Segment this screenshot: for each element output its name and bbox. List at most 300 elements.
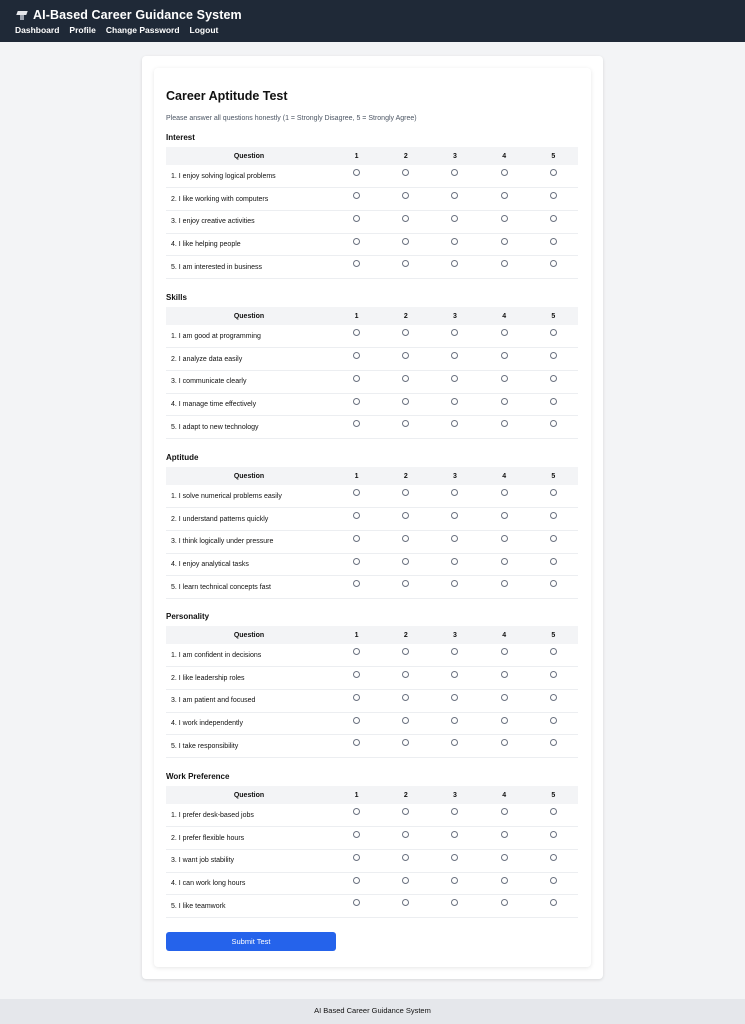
rating-radio-4[interactable] [501,739,508,746]
question-text: 4. I manage time effectively [166,393,332,416]
rating-radio-4[interactable] [501,580,508,587]
rating-cell [430,872,479,895]
rating-cell [430,256,479,279]
submit-test-button[interactable]: Submit Test [166,932,336,951]
rating-cell [480,393,529,416]
question-text: 1. I am good at programming [166,325,332,348]
footer-text: AI Based Career Guidance System [314,1006,431,1015]
rating-cell [381,416,430,439]
rating-cell [529,576,578,599]
rating-cell [480,210,529,233]
rating-radio-3[interactable] [451,854,458,861]
rating-radio-2[interactable] [402,717,409,724]
rating-radio-1[interactable] [353,558,360,565]
rating-radio-3[interactable] [451,512,458,519]
rating-radio-4[interactable] [501,877,508,884]
rating-cell [332,485,381,508]
rating-cell [529,416,578,439]
question-text: 1. I prefer desk-based jobs [166,804,332,827]
rating-cell [332,325,381,348]
rating-radio-5[interactable] [550,192,557,199]
question-text: 5. I like teamwork [166,895,332,918]
app-title: AI-Based Career Guidance System [33,8,242,22]
rating-radio-3[interactable] [451,375,458,382]
rating-radio-5[interactable] [550,352,557,359]
question-text: 3. I am patient and focused [166,689,332,712]
rating-radio-4[interactable] [501,831,508,838]
rating-cell [529,325,578,348]
rating-radio-3[interactable] [451,238,458,245]
question-row [166,712,578,735]
rating-radio-2[interactable] [402,558,409,565]
question-row [166,689,578,712]
rating-radio-4[interactable] [501,808,508,815]
rating-radio-3[interactable] [451,739,458,746]
rating-cell [480,644,529,667]
question-text: 3. I want job stability [166,849,332,872]
rating-radio-4[interactable] [501,717,508,724]
rating-radio-1[interactable] [353,739,360,746]
rating-radio-2[interactable] [402,215,409,222]
rating-cell [480,348,529,371]
rating-cell [480,325,529,348]
question-text: 3. I communicate clearly [166,370,332,393]
question-row [166,553,578,576]
rating-cell [480,416,529,439]
rating-radio-4[interactable] [501,352,508,359]
rating-radio-5[interactable] [550,329,557,336]
column-header-5: 5 [529,626,578,644]
rating-radio-2[interactable] [402,192,409,199]
rating-radio-1[interactable] [353,352,360,359]
rating-radio-5[interactable] [550,238,557,245]
rating-radio-1[interactable] [353,899,360,906]
rating-radio-5[interactable] [550,169,557,176]
rating-radio-3[interactable] [451,398,458,405]
rating-radio-4[interactable] [501,671,508,678]
column-header-question: Question [166,786,332,804]
top-navbar [0,0,745,42]
rating-cell [529,895,578,918]
nav-dashboard[interactable]: Dashboard [15,25,60,35]
rating-cell [430,530,479,553]
rating-cell [430,849,479,872]
rating-cell [332,827,381,850]
rating-radio-3[interactable] [451,169,458,176]
rating-cell [381,325,430,348]
question-row [166,735,578,758]
rating-radio-2[interactable] [402,671,409,678]
rating-cell [430,393,479,416]
question-row [166,895,578,918]
rating-radio-3[interactable] [451,648,458,655]
rating-cell [381,393,430,416]
rating-radio-4[interactable] [501,420,508,427]
rating-radio-1[interactable] [353,808,360,815]
rating-radio-2[interactable] [402,854,409,861]
nav-change-password[interactable]: Change Password [105,25,180,35]
rating-cell [529,485,578,508]
rating-cell [480,804,529,827]
rating-radio-1[interactable] [353,671,360,678]
rating-cell [480,712,529,735]
rating-radio-5[interactable] [550,558,557,565]
instructions-text: Please answer all questions honestly (1 = Strongly Disagree, 5 = Strongly Agree) [166,115,417,122]
rating-radio-2[interactable] [402,329,409,336]
rating-cell [430,508,479,531]
rating-radio-3[interactable] [451,808,458,815]
question-text: 4. I enjoy analytical tasks [166,553,332,576]
question-row [166,667,578,690]
rating-cell [529,348,578,371]
rating-cell [480,895,529,918]
column-header-3: 3 [430,626,479,644]
footer [0,999,745,1024]
section-aptitude [166,453,578,599]
rating-radio-2[interactable] [402,260,409,267]
rating-cell [381,804,430,827]
rating-cell [332,644,381,667]
questions-table [166,147,578,279]
rating-radio-4[interactable] [501,512,508,519]
rating-radio-1[interactable] [353,398,360,405]
rating-radio-1[interactable] [353,375,360,382]
column-header-2: 2 [381,147,430,165]
rating-cell [430,165,479,188]
rating-radio-5[interactable] [550,420,557,427]
rating-cell [480,370,529,393]
rating-cell [529,735,578,758]
rating-radio-3[interactable] [451,717,458,724]
question-text: 2. I like leadership roles [166,667,332,690]
rating-radio-3[interactable] [451,694,458,701]
rating-radio-2[interactable] [402,352,409,359]
rating-radio-2[interactable] [402,831,409,838]
question-row [166,508,578,531]
rating-radio-4[interactable] [501,854,508,861]
rating-radio-5[interactable] [550,694,557,701]
column-header-question: Question [166,147,332,165]
rating-radio-1[interactable] [353,535,360,542]
question-row [166,849,578,872]
rating-cell [480,188,529,211]
rating-radio-1[interactable] [353,192,360,199]
rating-cell [430,188,479,211]
rating-radio-5[interactable] [550,831,557,838]
rating-cell [430,804,479,827]
section-personality [166,612,578,758]
column-header-1: 1 [332,467,381,485]
rating-radio-4[interactable] [501,375,508,382]
rating-radio-4[interactable] [501,238,508,245]
rating-cell [332,348,381,371]
questions-table [166,307,578,439]
rating-radio-5[interactable] [550,717,557,724]
rating-radio-1[interactable] [353,831,360,838]
column-header-1: 1 [332,626,381,644]
rating-cell [480,485,529,508]
rating-radio-2[interactable] [402,694,409,701]
rating-radio-2[interactable] [402,580,409,587]
question-row [166,576,578,599]
rating-radio-2[interactable] [402,420,409,427]
rating-cell [529,804,578,827]
rating-cell [381,188,430,211]
rating-radio-5[interactable] [550,854,557,861]
rating-cell [480,233,529,256]
rating-radio-1[interactable] [353,717,360,724]
section-skills [166,293,578,439]
rating-cell [529,849,578,872]
rating-cell [332,895,381,918]
rating-radio-5[interactable] [550,580,557,587]
column-header-4: 4 [480,626,529,644]
column-header-3: 3 [430,786,479,804]
rating-radio-3[interactable] [451,192,458,199]
rating-radio-5[interactable] [550,375,557,382]
question-row [166,804,578,827]
nav-logout[interactable]: Logout [189,25,219,35]
rating-cell [332,849,381,872]
rating-cell [381,576,430,599]
rating-radio-4[interactable] [501,215,508,222]
rating-cell [480,553,529,576]
rating-radio-3[interactable] [451,352,458,359]
rating-cell [381,508,430,531]
rating-radio-3[interactable] [451,671,458,678]
rating-cell [332,508,381,531]
rating-cell [480,667,529,690]
questions-table [166,626,578,758]
rating-radio-4[interactable] [501,489,508,496]
rating-radio-5[interactable] [550,739,557,746]
rating-cell [529,233,578,256]
graduation-cap-icon [17,9,27,21]
rating-radio-5[interactable] [550,398,557,405]
rating-cell [480,530,529,553]
question-text: 1. I solve numerical problems easily [166,485,332,508]
rating-radio-4[interactable] [501,329,508,336]
rating-radio-2[interactable] [402,512,409,519]
rating-radio-2[interactable] [402,648,409,655]
rating-cell [332,233,381,256]
question-row [166,256,578,279]
rating-cell [480,735,529,758]
column-header-3: 3 [430,307,479,325]
rating-radio-2[interactable] [402,808,409,815]
rating-cell [430,553,479,576]
question-row [166,644,578,667]
rating-radio-1[interactable] [353,648,360,655]
question-row [166,233,578,256]
rating-cell [332,370,381,393]
rating-cell [529,827,578,850]
rating-radio-2[interactable] [402,238,409,245]
rating-radio-1[interactable] [353,215,360,222]
rating-radio-1[interactable] [353,260,360,267]
rating-cell [529,689,578,712]
rating-radio-1[interactable] [353,694,360,701]
rating-radio-4[interactable] [501,899,508,906]
rating-radio-3[interactable] [451,535,458,542]
rating-radio-3[interactable] [451,260,458,267]
rating-cell [332,804,381,827]
rating-cell [332,576,381,599]
rating-radio-1[interactable] [353,238,360,245]
rating-radio-2[interactable] [402,169,409,176]
rating-cell [430,576,479,599]
rating-cell [480,165,529,188]
question-row [166,188,578,211]
rating-cell [480,508,529,531]
rating-radio-3[interactable] [451,580,458,587]
rating-radio-3[interactable] [451,215,458,222]
column-header-2: 2 [381,786,430,804]
rating-radio-3[interactable] [451,489,458,496]
rating-radio-3[interactable] [451,329,458,336]
rating-cell [430,827,479,850]
question-row [166,872,578,895]
section-interest [166,133,578,279]
rating-radio-2[interactable] [402,398,409,405]
rating-radio-1[interactable] [353,420,360,427]
section-title: Work Preference [166,772,230,781]
rating-cell [529,712,578,735]
rating-cell [480,872,529,895]
rating-radio-4[interactable] [501,694,508,701]
rating-radio-4[interactable] [501,169,508,176]
page-title: Career Aptitude Test [166,89,288,103]
rating-radio-1[interactable] [353,329,360,336]
rating-radio-5[interactable] [550,877,557,884]
rating-radio-1[interactable] [353,512,360,519]
question-text: 1. I am confident in decisions [166,644,332,667]
rating-cell [332,416,381,439]
rating-radio-3[interactable] [451,420,458,427]
rating-radio-4[interactable] [501,398,508,405]
rating-radio-2[interactable] [402,899,409,906]
rating-cell [529,872,578,895]
rating-cell [381,256,430,279]
column-header-5: 5 [529,307,578,325]
column-header-1: 1 [332,307,381,325]
section-title: Personality [166,612,210,621]
rating-cell [480,827,529,850]
rating-cell [430,348,479,371]
question-row [166,485,578,508]
rating-cell [430,485,479,508]
questions-table [166,467,578,599]
rating-radio-2[interactable] [402,739,409,746]
rating-radio-1[interactable] [353,489,360,496]
rating-radio-4[interactable] [501,648,508,655]
rating-radio-2[interactable] [402,489,409,496]
nav-profile[interactable]: Profile [69,25,96,35]
rating-radio-1[interactable] [353,580,360,587]
rating-radio-5[interactable] [550,671,557,678]
rating-cell [430,644,479,667]
rating-radio-1[interactable] [353,877,360,884]
rating-cell [381,849,430,872]
rating-cell [529,553,578,576]
question-text: 4. I like helping people [166,233,332,256]
section-title: Interest [166,133,195,142]
rating-radio-3[interactable] [451,558,458,565]
main-nav [15,25,218,35]
rating-cell [529,188,578,211]
rating-radio-5[interactable] [550,648,557,655]
rating-radio-5[interactable] [550,260,557,267]
column-header-1: 1 [332,147,381,165]
rating-radio-1[interactable] [353,169,360,176]
rating-cell [529,644,578,667]
column-header-question: Question [166,467,332,485]
column-header-1: 1 [332,786,381,804]
rating-cell [381,485,430,508]
rating-radio-5[interactable] [550,489,557,496]
rating-cell [381,735,430,758]
rating-cell [381,644,430,667]
rating-cell [332,393,381,416]
rating-cell [430,689,479,712]
rating-radio-3[interactable] [451,831,458,838]
rating-radio-3[interactable] [451,899,458,906]
rating-cell [381,689,430,712]
rating-cell [332,210,381,233]
question-row [166,393,578,416]
column-header-question: Question [166,626,332,644]
column-header-4: 4 [480,147,529,165]
rating-cell [430,667,479,690]
rating-radio-1[interactable] [353,854,360,861]
rating-radio-4[interactable] [501,535,508,542]
rating-radio-5[interactable] [550,512,557,519]
rating-cell [332,530,381,553]
rating-radio-3[interactable] [451,877,458,884]
rating-cell [430,325,479,348]
question-row [166,530,578,553]
column-header-2: 2 [381,467,430,485]
rating-cell [529,508,578,531]
rating-radio-2[interactable] [402,877,409,884]
column-header-5: 5 [529,147,578,165]
rating-radio-4[interactable] [501,260,508,267]
rating-radio-4[interactable] [501,558,508,565]
question-text: 2. I understand patterns quickly [166,508,332,531]
rating-radio-5[interactable] [550,215,557,222]
question-row [166,165,578,188]
rating-cell [332,165,381,188]
rating-cell [480,576,529,599]
rating-radio-5[interactable] [550,899,557,906]
test-intro [166,89,578,123]
rating-cell [332,735,381,758]
rating-radio-2[interactable] [402,535,409,542]
rating-cell [430,370,479,393]
rating-radio-2[interactable] [402,375,409,382]
question-text: 2. I prefer flexible hours [166,827,332,850]
rating-cell [430,210,479,233]
rating-radio-4[interactable] [501,192,508,199]
rating-cell [430,735,479,758]
rating-cell [381,712,430,735]
question-text: 5. I take responsibility [166,735,332,758]
rating-radio-5[interactable] [550,535,557,542]
rating-radio-5[interactable] [550,808,557,815]
rating-cell [332,712,381,735]
rating-cell [381,210,430,233]
column-header-5: 5 [529,467,578,485]
